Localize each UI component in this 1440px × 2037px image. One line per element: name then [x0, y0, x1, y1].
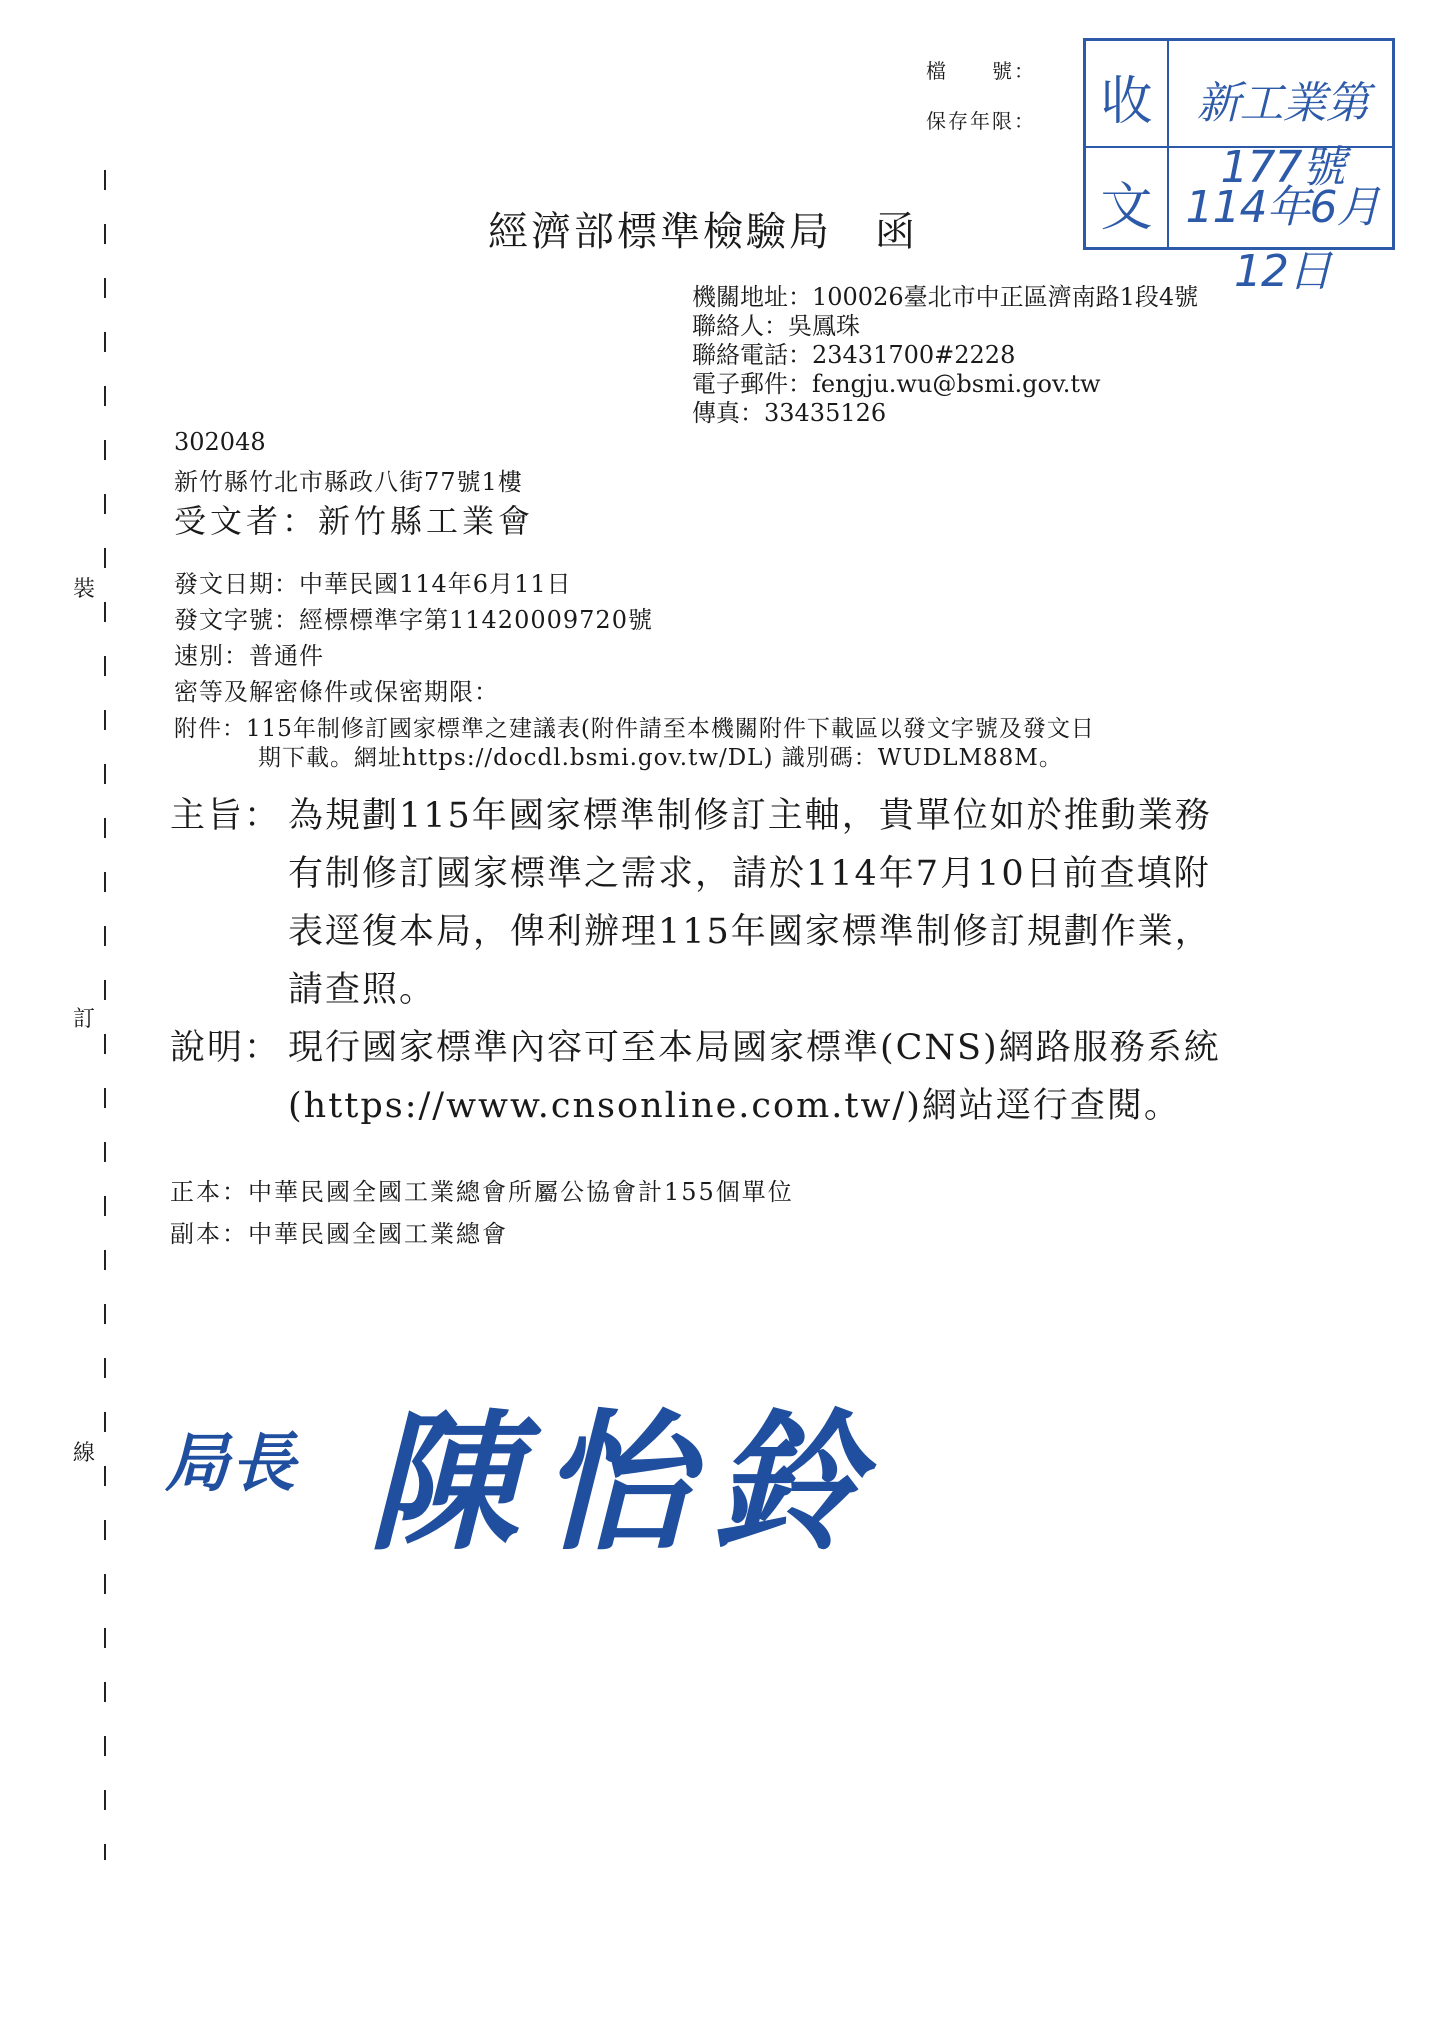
secrecy-level: 密等及解密條件或保密期限： — [174, 678, 499, 706]
retention-period-label: 保存年限： — [926, 109, 1036, 133]
binding-dashed-line — [104, 170, 106, 1860]
subject-label: 主旨： — [170, 796, 282, 836]
contact-phone: 聯絡電話：23431700#2228 — [692, 341, 1016, 369]
issue-date: 發文日期：中華民國114年6月11日 — [174, 570, 572, 598]
binding-mark-xian: 線 — [72, 1436, 96, 1467]
file-labels — [926, 46, 1036, 146]
attachment-line-2: 期下載。網址https://docdl.bsmi.gov.tw/DL) 識別碼：WUDLM88M。 — [258, 745, 1063, 771]
explanation-line: (https://www.cnsonline.com.tw/)網站逕行查閱。 — [288, 1086, 1181, 1126]
explanation-label: 說明： — [170, 1028, 282, 1068]
recipient-name: 受文者：新竹縣工業會 — [174, 502, 535, 540]
stamp-char-document: 文 — [1100, 178, 1153, 238]
recipient-address: 新竹縣竹北市縣政八街77號1樓 — [174, 468, 523, 496]
binding-mark-zhuang: 裝 — [72, 572, 96, 603]
subject-line: 有制修訂國家標準之需求，請於114年7月10日前查填附 — [288, 854, 1211, 894]
receipt-stamp — [1083, 38, 1395, 297]
delivery-speed: 速別：普通件 — [174, 642, 324, 670]
document-number: 發文字號：經標標準字第11420009720號 — [174, 606, 653, 634]
contact-block — [692, 283, 1198, 428]
stamp-receipt-date: 114年6月12日 — [1185, 182, 1380, 297]
attachment-line-1: 附件：115年制修訂國家標準之建議表(附件請至本機關附件下載區以發文字號及發文日 — [174, 716, 1095, 742]
stamp-divider-vertical — [1167, 41, 1169, 247]
file-number-label: 檔 號： — [926, 59, 1036, 83]
explanation-line: 現行國家標準內容可至本局國家標準(CNS)網路服務系統 — [288, 1028, 1221, 1068]
contact-person: 聯絡人：吳鳳珠 — [692, 312, 860, 340]
stamp-receipt-number: 新工業第177號 — [1196, 78, 1369, 193]
agency-address: 機關地址：100026臺北市中正區濟南路1段4號 — [692, 283, 1199, 311]
document-title: 經濟部標準檢驗局 函 — [488, 209, 918, 255]
contact-fax: 傳真：33435126 — [692, 399, 887, 427]
signature-title: 局長 — [165, 1426, 297, 1501]
recipient-zip: 302048 — [174, 428, 266, 456]
copy-recipients: 副本：中華民國全國工業總會 — [170, 1220, 508, 1248]
subject-line: 表逕復本局，俾利辦理115年國家標準制修訂規劃作業， — [288, 912, 1212, 952]
contact-email: 電子郵件：fengju.wu@bsmi.gov.tw — [692, 370, 1101, 398]
signature-name: 陳怡鈴 — [368, 1395, 885, 1571]
subject-line: 請查照。 — [288, 970, 437, 1010]
binding-mark-ding: 訂 — [72, 1002, 96, 1033]
subject-line: 為規劃115年國家標準制修訂主軸，貴單位如於推動業務 — [288, 796, 1212, 836]
original-recipients: 正本：中華民國全國工業總會所屬公協會計155個單位 — [170, 1178, 794, 1206]
stamp-char-receive: 收 — [1100, 72, 1153, 132]
